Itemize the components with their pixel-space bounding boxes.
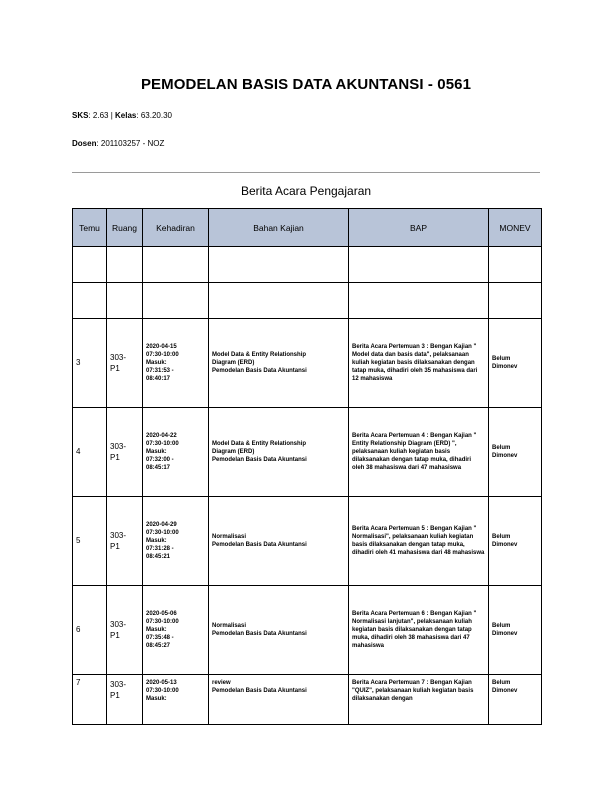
table-row — [73, 675, 542, 725]
cell-kehadiran: 2020-05-06 07:30-10:00 Masuk: 07:35:48 - 08:45:27 — [143, 586, 209, 675]
header-monev: MONEV — [489, 209, 542, 247]
cell-temu — [73, 283, 107, 319]
divider — [72, 172, 540, 173]
cell-ruang: 303- P1 — [107, 586, 143, 675]
cell-monev: Belum Dimonev — [489, 675, 542, 725]
cell-bahan-kajian: Model Data & Entity Relationship Diagram (ERD) Pemodelan Basis Data Akuntansi — [209, 319, 349, 408]
cell-monev — [489, 247, 542, 283]
header-temu: Temu — [73, 209, 107, 247]
cell-bap — [349, 283, 489, 319]
table-row — [73, 319, 542, 408]
cell-temu: 4 — [73, 408, 107, 497]
cell-ruang — [107, 283, 143, 319]
cell-bahan-kajian — [209, 247, 349, 283]
cell-monev: Belum Dimonev — [489, 319, 542, 408]
cell-kehadiran: 2020-04-22 07:30-10:00 Masuk: 07:32:00 - 08:45:17 — [143, 408, 209, 497]
cell-kehadiran: 2020-05-13 07:30-10:00 Masuk: — [143, 675, 209, 725]
cell-bahan-kajian: review Pemodelan Basis Data Akuntansi — [209, 675, 349, 725]
cell-bap: Berita Acara Pertemuan 5 : Bengan Kajian " Normalisasi", pelaksanaan kuliah kegiatan basis dilaksanakan dengan tatap muka, dihadiri oleh 41 mahasiswa dari 48 mahasiswa — [349, 497, 489, 586]
sks-value: 2.63 — [92, 111, 109, 120]
cell-bap: Berita Acara Pertemuan 6 : Bengan Kajian " Normalisasi lanjutan", pelaksanaan kuliah kegiatan basis dilaksanakan dengan tatap muka, dihadiri oleh 38 mahasiswa dari 47 mahasiswa — [349, 586, 489, 675]
cell-bahan-kajian: Normalisasi Pemodelan Basis Data Akuntansi — [209, 586, 349, 675]
header-bahan-kajian: Bahan Kajian — [209, 209, 349, 247]
lecturer-info: Dosen: 201103257 - NOZ — [72, 139, 165, 148]
cell-kehadiran — [143, 283, 209, 319]
cell-ruang: 303- P1 — [107, 675, 143, 725]
course-info: SKS: 2.63 | Kelas: 63.20.30 — [72, 111, 172, 120]
cell-monev — [489, 283, 542, 319]
table-row — [73, 497, 542, 586]
table-header-row — [73, 209, 542, 247]
cell-kehadiran: 2020-04-15 07:30-10:00 Masuk: 07:31:53 - 08:40:17 — [143, 319, 209, 408]
cell-bap: Berita Acara Pertemuan 7 : Bengan Kajian "QUIZ", pelaksanaan kuliah kegiatan basis dilaksanakan dengan — [349, 675, 489, 725]
cell-temu: 5 — [73, 497, 107, 586]
dosen-label: Dosen — [72, 139, 97, 148]
cell-ruang: 303- P1 — [107, 408, 143, 497]
table-row — [73, 283, 542, 319]
cell-bahan-kajian — [209, 283, 349, 319]
cell-ruang: 303- P1 — [107, 319, 143, 408]
cell-monev: Belum Dimonev — [489, 497, 542, 586]
document-title: PEMODELAN BASIS DATA AKUNTANSI - 0561 — [140, 76, 472, 93]
table-row — [73, 408, 542, 497]
cell-bap: Berita Acara Pertemuan 4 : Bengan Kajian " Entity Relationship Diagram (ERD) ", pelaksanaan kuliah kegiatan basis dilaksanakan dengan tatap muka, dihadiri oleh 38 mahasiswa dari 47 mahasiswa — [349, 408, 489, 497]
cell-monev: Belum Dimonev — [489, 408, 542, 497]
cell-kehadiran — [143, 247, 209, 283]
header-kehadiran: Kehadiran — [143, 209, 209, 247]
cell-temu: 6 — [73, 586, 107, 675]
bap-table — [72, 208, 542, 725]
cell-ruang — [107, 247, 143, 283]
cell-kehadiran: 2020-04-29 07:30-10:00 Masuk: 07:31:28 - 08:45:21 — [143, 497, 209, 586]
sks-label: SKS — [72, 111, 89, 120]
cell-temu — [73, 247, 107, 283]
cell-temu: 7 — [73, 675, 107, 725]
cell-bap: Berita Acara Pertemuan 3 : Bengan Kajian " Model data dan basis data", pelaksanaan kuliah kegiatan basis dilaksanakan dengan tatap muka, dihadiri oleh 35 mahasiswa dari 12 mahasiswa — [349, 319, 489, 408]
table-row — [73, 247, 542, 283]
section-title: Berita Acara Pengajaran — [240, 184, 372, 198]
cell-bahan-kajian: Normalisasi Pemodelan Basis Data Akuntansi — [209, 497, 349, 586]
cell-temu: 3 — [73, 319, 107, 408]
cell-bap — [349, 247, 489, 283]
cell-monev: Belum Dimonev — [489, 586, 542, 675]
table-row — [73, 586, 542, 675]
header-ruang: Ruang — [107, 209, 143, 247]
kelas-value: 63.20.30 — [140, 111, 172, 120]
kelas-label: Kelas — [115, 111, 137, 120]
cell-ruang: 303- P1 — [107, 497, 143, 586]
cell-bahan-kajian: Model Data & Entity Relationship Diagram (ERD) Pemodelan Basis Data Akuntansi — [209, 408, 349, 497]
dosen-value: 201103257 - NOZ — [100, 139, 165, 148]
header-bap: BAP — [349, 209, 489, 247]
